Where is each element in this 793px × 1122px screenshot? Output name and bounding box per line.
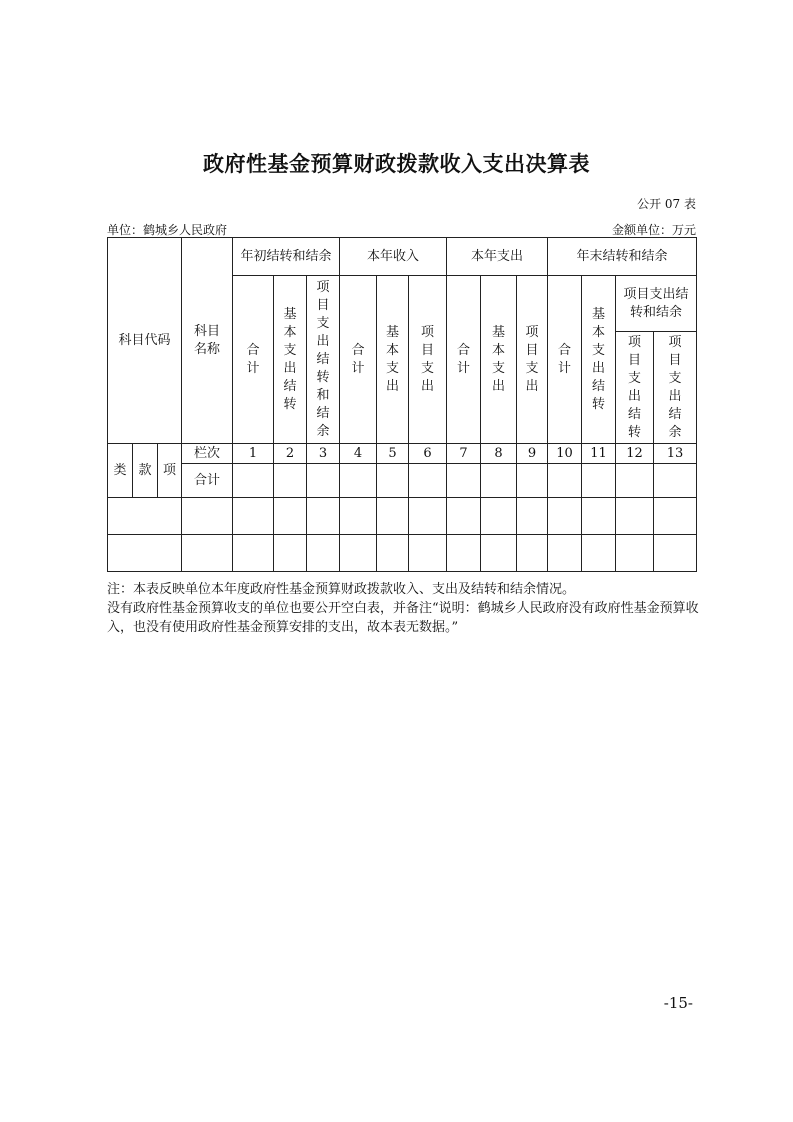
opening-total-header: 合计 (233, 276, 274, 444)
table-cell (274, 535, 307, 572)
closing-project-balance-header: 项目支出结余 (654, 332, 697, 444)
income-basic-header: 基本支出 (377, 276, 409, 444)
table-cell (654, 535, 697, 572)
column-number: 8 (481, 444, 517, 464)
table-cell (307, 464, 340, 498)
closing-balance-header: 年末结转和结余 (548, 238, 697, 276)
table-cell (582, 535, 616, 572)
subject-code-header: 科目代码 (108, 238, 182, 444)
column-number: 5 (377, 444, 409, 464)
table-cell (307, 498, 340, 535)
table-cell (274, 464, 307, 498)
table-cell (409, 535, 447, 572)
table-row (108, 498, 697, 535)
item-header: 项 (158, 444, 182, 498)
table-cell (447, 535, 481, 572)
column-index-row (108, 444, 697, 464)
table-cell (274, 498, 307, 535)
table-cell (409, 498, 447, 535)
unit-label: 单位：鹤城乡人民政府 (107, 223, 228, 237)
footnote (107, 580, 707, 637)
page-number: -15- (663, 994, 693, 1012)
table-cell (409, 464, 447, 498)
table-cell (340, 498, 377, 535)
table-cell (233, 464, 274, 498)
table-row (108, 535, 697, 572)
table-cell (616, 535, 654, 572)
opening-balance-header: 年初结转和结余 (233, 238, 340, 276)
category-header: 类 (108, 444, 133, 498)
column-number: 6 (409, 444, 447, 464)
footnote-line: 没有政府性基金预算收支的单位也要公开空白表，并备注“说明：鹤城乡人民政府没有政府性基金预算收入，也没有使用政府性基金预算安排的支出，故本表无数据。” (107, 601, 699, 635)
column-number: 10 (548, 444, 582, 464)
closing-project-header: 项目支出结转和结余 (616, 276, 697, 332)
closing-total-header: 合计 (548, 276, 582, 444)
section-header: 款 (133, 444, 158, 498)
total-row (108, 464, 697, 498)
column-number: 2 (274, 444, 307, 464)
closing-project-carryover-header: 项目支出结转 (616, 332, 654, 444)
table-cell (548, 498, 582, 535)
opening-basic-header: 基本支出结转 (274, 276, 307, 444)
expenditure-basic-header: 基本支出 (481, 276, 517, 444)
table-cell (654, 498, 697, 535)
subject-name-header: 科目名称 (182, 238, 233, 444)
column-number: 3 (307, 444, 340, 464)
footnote-line: 注：本表反映单位本年度政府性基金预算财政拨款收入、支出及结转和结余情况。 (107, 582, 576, 597)
form-code: 公开 07 表 (637, 197, 696, 211)
total-row-label: 合计 (182, 464, 233, 498)
expenditure-project-header: 项目支出 (517, 276, 548, 444)
income-project-header: 项目支出 (409, 276, 447, 444)
column-number: 12 (616, 444, 654, 464)
column-number: 11 (582, 444, 616, 464)
income-total-header: 合计 (340, 276, 377, 444)
table-cell (182, 498, 233, 535)
expenditure-total-header: 合计 (447, 276, 481, 444)
table-cell (377, 535, 409, 572)
column-index-label: 栏次 (182, 444, 233, 464)
table-cell (548, 535, 582, 572)
table-cell (481, 535, 517, 572)
column-number: 7 (447, 444, 481, 464)
column-number: 9 (517, 444, 548, 464)
closing-basic-header: 基本支出结转 (582, 276, 616, 444)
table-cell (377, 498, 409, 535)
table-cell (233, 498, 274, 535)
table-cell (481, 498, 517, 535)
table-cell (233, 535, 274, 572)
table-cell (447, 464, 481, 498)
table-cell (582, 464, 616, 498)
table-cell (548, 464, 582, 498)
amount-unit-label: 金额单位：万元 (611, 223, 696, 237)
table-cell (108, 535, 182, 572)
column-number: 1 (233, 444, 274, 464)
opening-project-header: 项目支出结转和结余 (307, 276, 340, 444)
table-cell (108, 498, 182, 535)
table-cell (616, 498, 654, 535)
page-title: 政府性基金预算财政拨款收入支出决算表 (203, 152, 590, 176)
table-cell (616, 464, 654, 498)
table-cell (517, 498, 548, 535)
table-cell (582, 498, 616, 535)
table-cell (307, 535, 340, 572)
fund-table (107, 237, 697, 572)
table-cell (340, 464, 377, 498)
column-number: 4 (340, 444, 377, 464)
column-number: 13 (654, 444, 697, 464)
table-cell (447, 498, 481, 535)
table-cell (481, 464, 517, 498)
table-cell (654, 464, 697, 498)
expenditure-header: 本年支出 (447, 238, 548, 276)
table-cell (517, 464, 548, 498)
table-cell (182, 535, 233, 572)
table-cell (340, 535, 377, 572)
income-header: 本年收入 (340, 238, 447, 276)
table-cell (517, 535, 548, 572)
table-cell (377, 464, 409, 498)
